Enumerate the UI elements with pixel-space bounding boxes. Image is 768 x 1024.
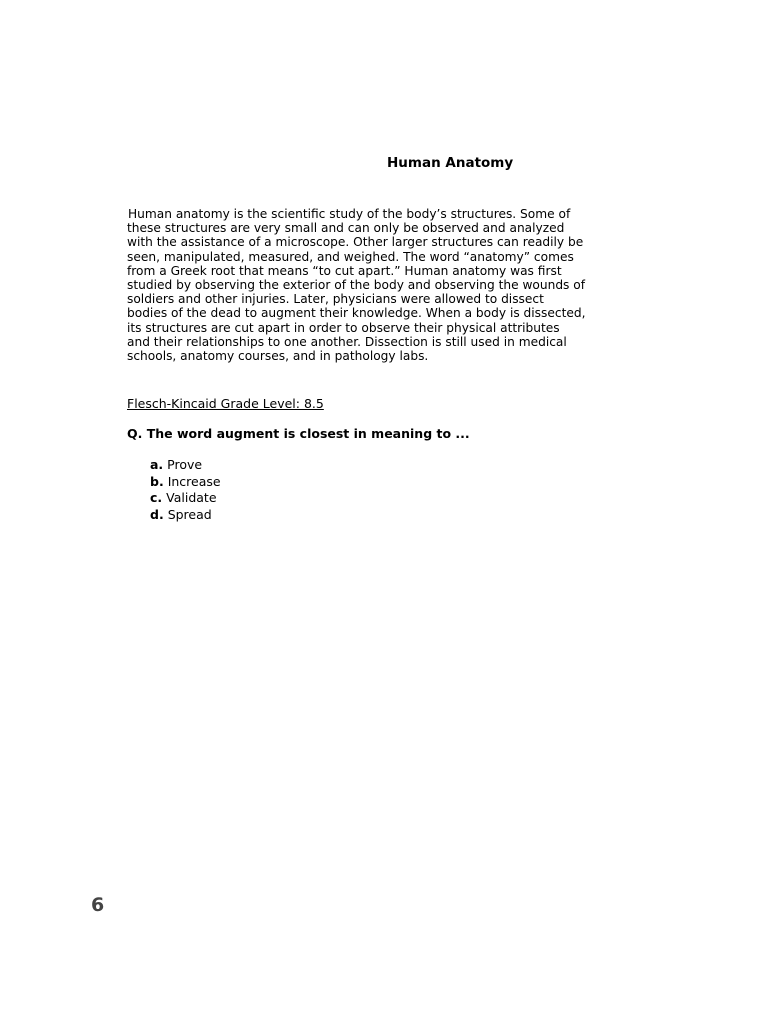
option-letter: c. (150, 490, 163, 505)
passage-line: Human anatomy is the scientific study of the body’s structures. Some of (128, 207, 571, 221)
option-letter: b. (150, 473, 164, 489)
passage-line: schools, anatomy courses, and in pathology labs. (127, 349, 429, 364)
answer-option-c (150, 490, 221, 507)
page-number: 6 (91, 894, 105, 916)
passage-line: these structures are very small and can only be observed and analyzed (127, 221, 565, 236)
grade-level-label: Flesch-Kincaid Grade Level: 8.5 (127, 396, 324, 411)
option-letter: d. (150, 506, 164, 522)
question-text: Q. The word augment is closest in meaning to ... (127, 426, 470, 441)
option-text: Spread (167, 506, 212, 522)
passage-line: and their relationships to one another. Dissection is still used in medical (127, 334, 567, 349)
answer-option-b (150, 474, 221, 491)
passage-line: soldiers and other injuries. Later, physicians were allowed to dissect (127, 292, 544, 307)
passage-line: with the assistance of a microscope. Other larger structures can readily be (127, 235, 584, 250)
option-letter: a. (150, 457, 164, 472)
option-text: Validate (166, 490, 217, 505)
passage-line: bodies of the dead to augment their knowledge. When a body is dissected, (127, 306, 586, 321)
answer-options-list (150, 457, 221, 523)
passage-line: studied by observing the exterior of the body and observing the wounds of (127, 278, 586, 293)
passage-line: seen, manipulated, measured, and weighed. The word “anatomy” comes (127, 249, 574, 264)
passage-line: from a Greek root that means “to cut apart.” Human anatomy was first (127, 263, 562, 278)
option-text: Increase (167, 473, 221, 489)
passage-text (127, 207, 619, 363)
document-title: Human Anatomy (387, 155, 514, 171)
passage-line: its structures are cut apart in order to observe their physical attributes (127, 320, 560, 335)
answer-option-a (150, 457, 221, 474)
answer-option-d (150, 507, 221, 524)
option-text: Prove (167, 457, 203, 472)
